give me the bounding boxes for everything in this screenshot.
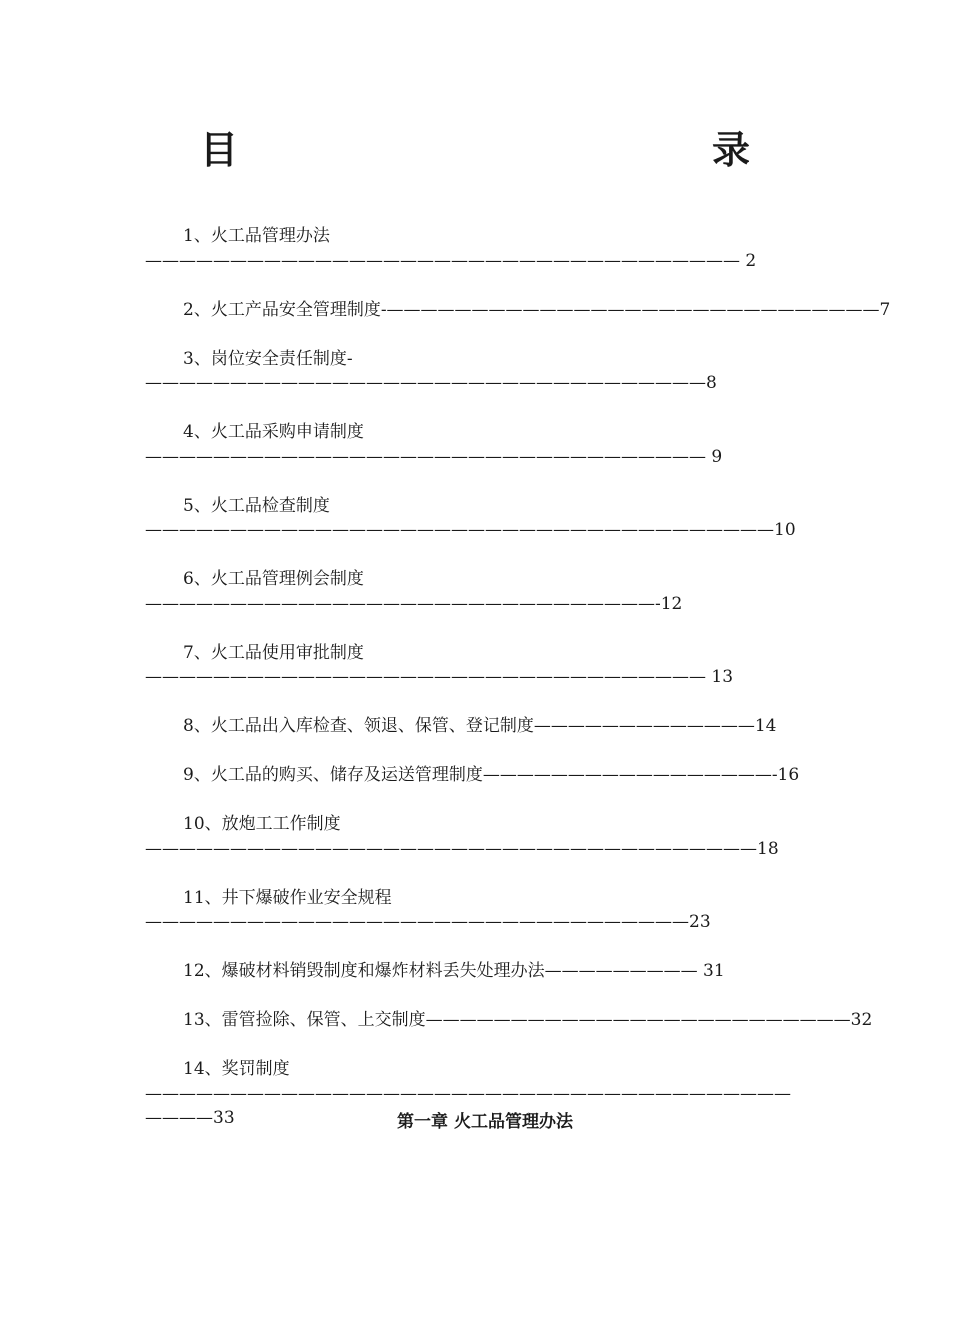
toc-entry-3[interactable]: 3、岗位安全责任制度-—————————————————————————————————8 (145, 348, 717, 393)
toc-entry-14[interactable]: 14、奖罚制度——————————————————————————————————————————33 (145, 1059, 791, 1128)
toc-entry-7[interactable]: 7、火工品使用审批制度————————————————————————————————— 13 (145, 642, 734, 687)
toc-entry-1[interactable]: 1、火工品管理办法——————————————————————————————————— 2 (145, 226, 757, 271)
chapter-heading: 第一章 火工品管理办法 (397, 1112, 573, 1132)
toc-entry-5[interactable]: 5、火工品检查制度—————————————————————————————————————10 (145, 495, 796, 540)
table-of-contents (145, 224, 891, 1131)
toc-entry-8[interactable]: 8、火工品出入库检查、领退、保管、登记制度—————————————14 (183, 716, 777, 736)
toc-entry-13[interactable]: 13、雷管捡除、保管、上交制度—————————————————————————32 (183, 1010, 873, 1030)
toc-entry-6[interactable]: 6、火工品管理例会制度 ——————————————————————————————-12 (145, 569, 683, 614)
toc-entry-2[interactable]: 2、火工产品安全管理制度-—————————————————————————————7 (183, 299, 891, 320)
page-title: 目 录 (199, 127, 840, 172)
toc-entry-4[interactable]: 4、火工品采购申请制度————————————————————————————————— 9 (145, 422, 723, 467)
toc-entry-9[interactable]: 9、火工品的购买、储存及运送管理制度—————————————————-16 (183, 765, 800, 785)
toc-entry-10[interactable]: 10、放炮工工作制度————————————————————————————————————18 (145, 814, 779, 859)
toc-entry-12[interactable]: 12、爆破材料销毁制度和爆炸材料丢失处理办法————————— 31 (183, 961, 725, 981)
toc-entry-11[interactable]: 11、井下爆破作业安全规程————————————————————————————————23 (145, 887, 711, 932)
